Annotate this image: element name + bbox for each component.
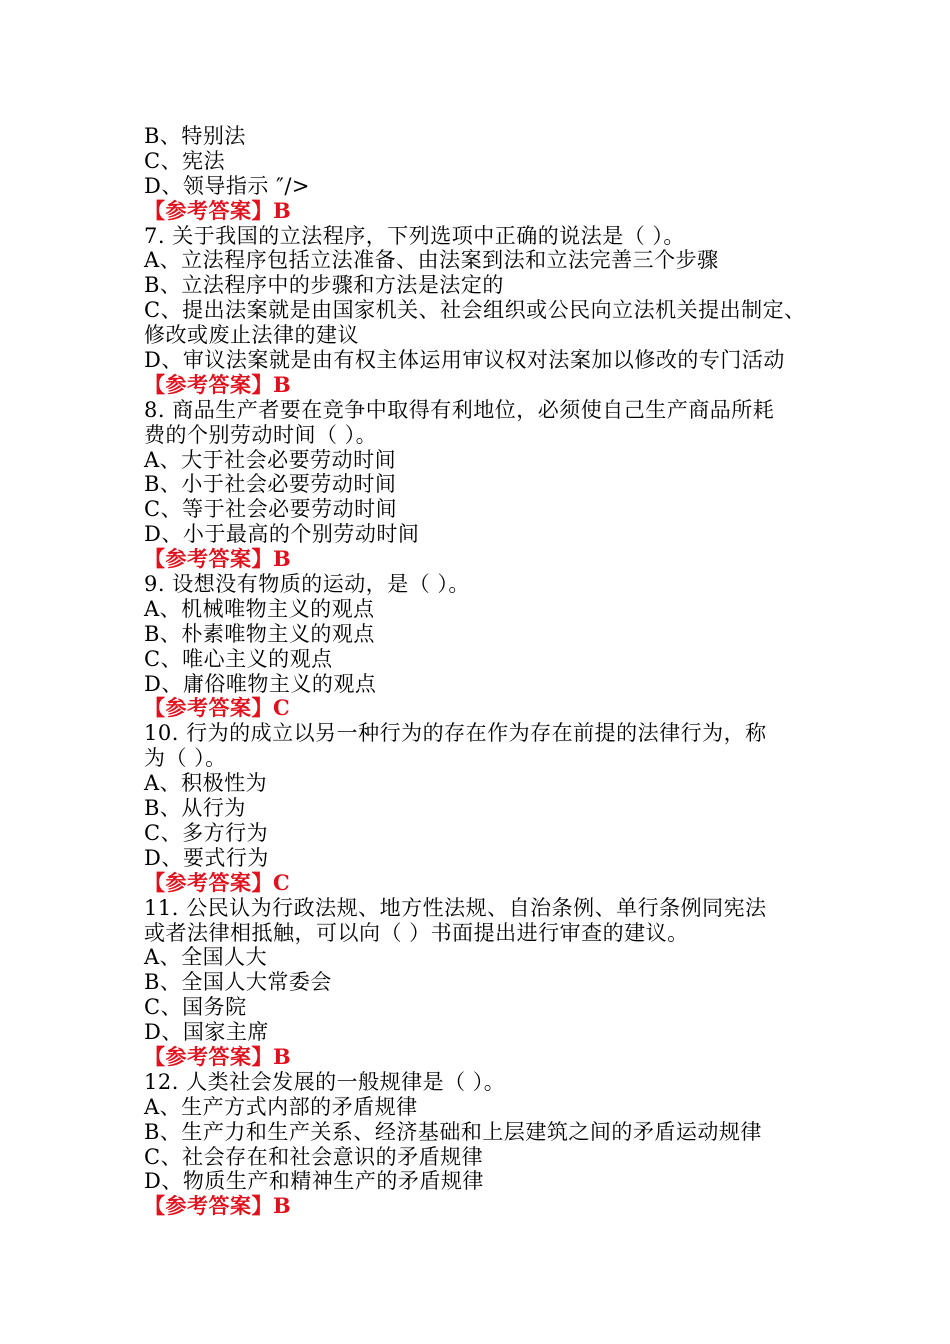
option-d: D、审议法案就是由有权主体运用审议权对法案加以修改的专门活动: [144, 348, 785, 373]
answer-line: [144, 199, 834, 224]
option-a: A、立法程序包括立法准备、由法案到法和立法完善三个步骤: [144, 248, 719, 273]
option-b: B、从行为: [144, 796, 246, 821]
answer-label: 【参考答案】: [144, 869, 273, 895]
question-block: [144, 1070, 834, 1219]
answer-line: [144, 696, 834, 721]
option-d: D、国家主席: [144, 1020, 269, 1045]
option-c: C、多方行为: [144, 820, 269, 845]
option-c: C、国务院: [144, 995, 247, 1020]
question-block: [144, 398, 834, 572]
question-stem: 12. 人类社会发展的一般规律是（ ）。: [144, 1069, 506, 1094]
option-d: D、要式行为: [144, 845, 269, 870]
option-b: B、立法程序中的步骤和方法是法定的: [144, 273, 504, 298]
option-a: A、全国人大: [144, 945, 268, 970]
answer-value: B: [273, 546, 292, 572]
answer-line: [144, 373, 834, 398]
option-a: A、积极性为: [144, 771, 268, 796]
option-d: D、庸俗唯物主义的观点: [144, 671, 377, 696]
answer-value: B: [273, 197, 292, 223]
option-c: C、唯心主义的观点: [144, 646, 333, 671]
answer-value: B: [273, 371, 292, 397]
answer-value: B: [273, 1043, 292, 1069]
question-stem-continued: 或者法律相抵触，可以向（ ）书面提出进行审查的建议。: [144, 920, 689, 945]
option-d: D、领导指示 ″/>: [144, 173, 311, 198]
option-b: B、全国人大常委会: [144, 970, 332, 995]
option-c: C、社会存在和社会意识的矛盾规律: [144, 1144, 484, 1169]
question-block: [144, 896, 834, 1070]
document-page: [144, 124, 834, 1219]
answer-label: 【参考答案】: [144, 1193, 273, 1219]
option-b: B、小于社会必要劳动时间: [144, 472, 397, 497]
option-b: B、生产力和生产关系、经济基础和上层建筑之间的矛盾运动规律: [144, 1119, 762, 1144]
answer-line: [144, 871, 834, 896]
option-c: C、提出法案就是由国家机关、社会组织或公民向立法机关提出制定、: [144, 298, 806, 323]
option-a: A、大于社会必要劳动时间: [144, 447, 397, 472]
answer-value: B: [273, 1193, 292, 1219]
question-stem: 9. 设想没有物质的运动，是（ ）。: [144, 572, 470, 597]
answer-line: [144, 547, 834, 572]
question-stem: 8. 商品生产者要在竞争中取得有利地位，必须使自己生产商品所耗: [144, 397, 775, 422]
question-block: [144, 124, 834, 224]
option-c-continued: 修改或废止法律的建议: [144, 323, 359, 348]
option-d: D、物质生产和精神生产的矛盾规律: [144, 1169, 484, 1194]
question-block: [144, 721, 834, 895]
option-b: B、朴素唯物主义的观点: [144, 621, 375, 646]
question-block: [144, 572, 834, 721]
answer-label: 【参考答案】: [144, 546, 273, 572]
answer-value: C: [273, 869, 291, 895]
question-stem-continued: 费的个别劳动时间（ ）。: [144, 422, 378, 447]
option-c: C、等于社会必要劳动时间: [144, 497, 398, 522]
answer-label: 【参考答案】: [144, 695, 273, 721]
answer-line: [144, 1194, 834, 1219]
question-stem: 10. 行为的成立以另一种行为的存在作为存在前提的法律行为，称: [144, 721, 767, 746]
option-c: C、宪法: [144, 148, 226, 173]
answer-label: 【参考答案】: [144, 1043, 273, 1069]
answer-label: 【参考答案】: [144, 371, 273, 397]
option-d: D、小于最高的个别劳动时间: [144, 522, 420, 547]
answer-line: [144, 1045, 834, 1070]
answer-value: C: [273, 695, 291, 721]
option-a: A、机械唯物主义的观点: [144, 596, 375, 621]
question-block: [144, 224, 834, 398]
answer-label: 【参考答案】: [144, 197, 273, 223]
question-stem: 7. 关于我国的立法程序，下列选项中正确的说法是（ ）。: [144, 223, 685, 248]
question-stem: 11. 公民认为行政法规、地方性法规、自治条例、单行条例同宪法: [144, 895, 767, 920]
question-stem-continued: 为（ ）。: [144, 746, 227, 771]
option-b: B、特别法: [144, 124, 246, 148]
option-a: A、生产方式内部的矛盾规律: [144, 1094, 418, 1119]
